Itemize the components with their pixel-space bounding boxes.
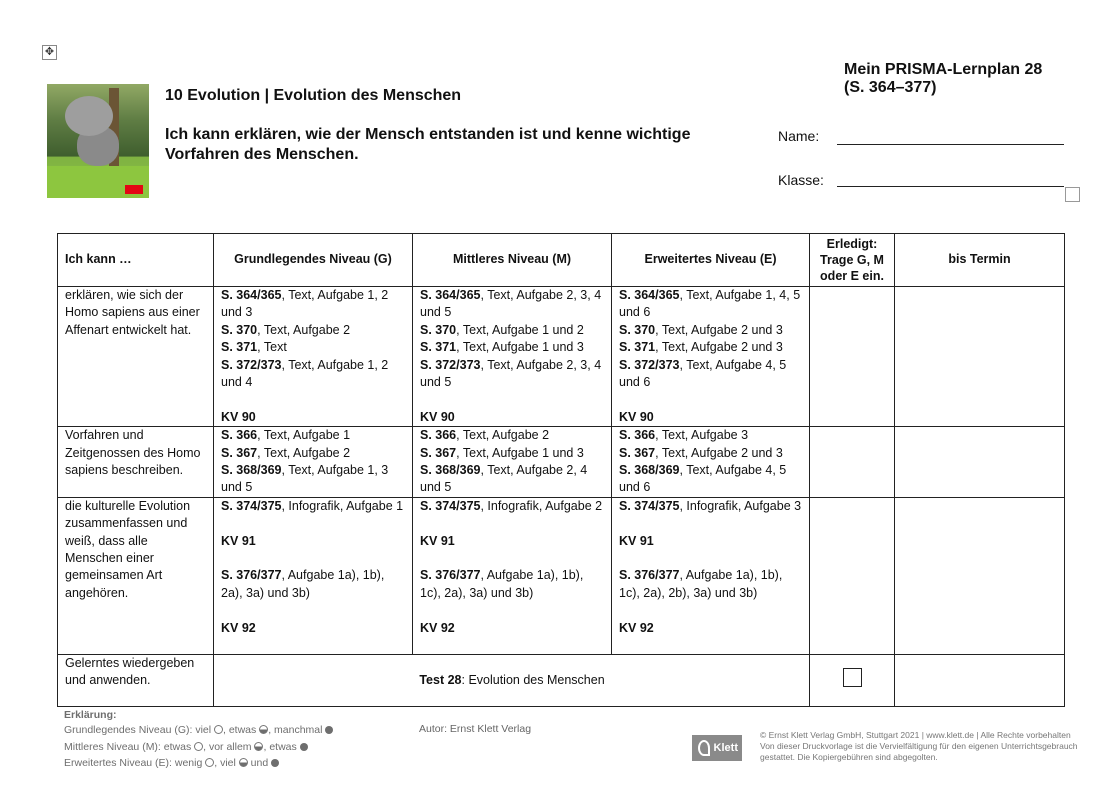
class-label: Klasse: <box>778 172 824 188</box>
learning-goal: Ich kann erklären, wie der Mensch entstanden ist und kenne wichtige Vorfahren des Menschen. <box>165 126 691 163</box>
header-erweitert: Erweitertes Niveau (E) <box>612 234 810 287</box>
level-e-cell: S. 364/365, Text, Aufgabe 1, 4, 5 und 6 S. 370, Text, Aufgabe 2 und 3 S. 371, Text, Aufgabe 2 und 3 S. 372/373, Text, Aufgabe 4, 5 und 6 KV 90 <box>612 287 810 427</box>
level-e-cell: S. 366, Text, Aufgabe 3 S. 367, Text, Aufgabe 2 und 3 S. 368/369, Text, Aufgabe 4, 5 und 6 <box>612 427 810 498</box>
legend-e: Erweitertes Niveau (E): wenig , viel und <box>64 755 279 772</box>
test-ref: Test 28 <box>419 672 462 687</box>
header-mittel: Mittleres Niveau (M) <box>413 234 612 287</box>
table-row <box>58 287 1065 427</box>
done-cell[interactable] <box>810 497 895 654</box>
goal-cell: die kulturelle Evolution zusammenfassen und weiß, dass alle Menschen einer gemeinsamen Art angehören. <box>58 497 214 654</box>
level-g-cell: S. 374/375, Infografik, Aufgabe 1 KV 91 S. 376/377, Aufgabe 1a), 1b), 2a), 3a) und 3b) KV 92 <box>214 497 413 654</box>
circle-full-icon <box>271 759 279 767</box>
test-title: : Evolution des Menschen <box>461 672 605 687</box>
checkbox-icon[interactable] <box>843 668 862 687</box>
chapter-title: 10 Evolution | Evolution des Menschen <box>165 87 462 104</box>
level-g-cell: S. 366, Text, Aufgabe 1 S. 367, Text, Aufgabe 2 S. 368/369, Text, Aufgabe 1, 3 und 5 <box>214 427 413 498</box>
circle-empty-icon <box>214 725 223 734</box>
class-field[interactable] <box>837 186 1064 187</box>
learning-plan-table <box>57 233 1065 707</box>
plan-title <box>844 61 1042 97</box>
level-e-cell: S. 374/375, Infografik, Aufgabe 3 KV 91 S. 376/377, Aufgabe 1a), 1b), 1c), 2a), 2b), 3a) und 3b) KV 92 <box>612 497 810 654</box>
circle-half-icon <box>259 725 268 734</box>
author-note: Autor: Ernst Klett Verlag <box>419 723 532 735</box>
goal-cell: Vorfahren und Zeitgenossen des Homo sapiens beschreiben. <box>58 427 214 498</box>
header-ich-kann: Ich kann … <box>58 234 214 287</box>
circle-empty-icon <box>194 742 203 751</box>
done-cell[interactable] <box>810 427 895 498</box>
header-termin: bis Termin <box>895 234 1065 287</box>
legend-title: Erklärung: <box>64 709 117 721</box>
legend-m: Mittleres Niveau (M): etwas , vor allem , etwas <box>64 739 308 756</box>
circle-full-icon <box>325 726 333 734</box>
deadline-cell[interactable] <box>895 497 1065 654</box>
done-cell[interactable] <box>810 287 895 427</box>
name-field[interactable] <box>837 144 1064 145</box>
circle-full-icon <box>300 743 308 751</box>
deadline-cell[interactable] <box>895 654 1065 706</box>
goal-cell: erklären, wie sich der Homo sapiens aus einer Affenart entwickelt hat. <box>58 287 214 427</box>
level-m-cell: S. 366, Text, Aufgabe 2 S. 367, Text, Aufgabe 1 und 3 S. 368/369, Text, Aufgabe 2, 4 und 5 <box>413 427 612 498</box>
table-row <box>58 427 1065 498</box>
test-cell <box>214 654 810 706</box>
resize-handle-icon[interactable] <box>1065 187 1080 202</box>
table-header-row <box>58 234 1065 287</box>
book-cover-image <box>47 78 149 198</box>
circle-half-icon <box>239 758 248 767</box>
table-row <box>58 497 1065 654</box>
legend-g: Grundlegendes Niveau (G): viel , etwas , manchmal <box>64 722 333 739</box>
deadline-cell[interactable] <box>895 427 1065 498</box>
level-g-cell: S. 364/365, Text, Aufgabe 1, 2 und 3 S. 370, Text, Aufgabe 2 S. 371, Text S. 372/373, Text, Aufgabe 1, 2 und 4 KV 90 <box>214 287 413 427</box>
header-grundlegend: Grundlegendes Niveau (G) <box>214 234 413 287</box>
level-m-cell: S. 364/365, Text, Aufgabe 2, 3, 4 und 5 S. 370, Text, Aufgabe 1 und 2 S. 371, Text, Aufgabe 1 und 3 S. 372/373, Text, Aufgabe 2, 3, 4 und 5 KV 90 <box>413 287 612 427</box>
move-handle-icon[interactable]: ✥ <box>42 45 57 60</box>
level-m-cell: S. 374/375, Infografik, Aufgabe 2 KV 91 S. 376/377, Aufgabe 1a), 1b), 1c), 2a), 3a) und 3b) KV 92 <box>413 497 612 654</box>
copyright-notice: © Ernst Klett Verlag GmbH, Stuttgart 2021 | www.klett.de | Alle Rechte vorbehalten Von dieser Druckvorlage ist die Vervielfältigung für den eigenen Unterrichtsgebrauch gestattet. Die Kopiergebühren sind abgegolten. <box>760 730 1078 762</box>
done-cell <box>810 654 895 706</box>
plan-title-line1: Mein PRISMA-Lernplan 28 <box>844 61 1043 78</box>
circle-empty-icon <box>205 758 214 767</box>
goal-cell: Gelerntes wiedergeben und anwenden. <box>58 654 214 706</box>
deadline-cell[interactable] <box>895 287 1065 427</box>
header-erledigt: Erledigt: Trage G, M oder E ein. <box>810 234 895 287</box>
klett-logo-icon: Klett <box>692 735 742 761</box>
table-row <box>58 654 1065 706</box>
plan-title-pages: (S. 364–377) <box>844 79 937 96</box>
name-label: Name: <box>778 128 820 144</box>
